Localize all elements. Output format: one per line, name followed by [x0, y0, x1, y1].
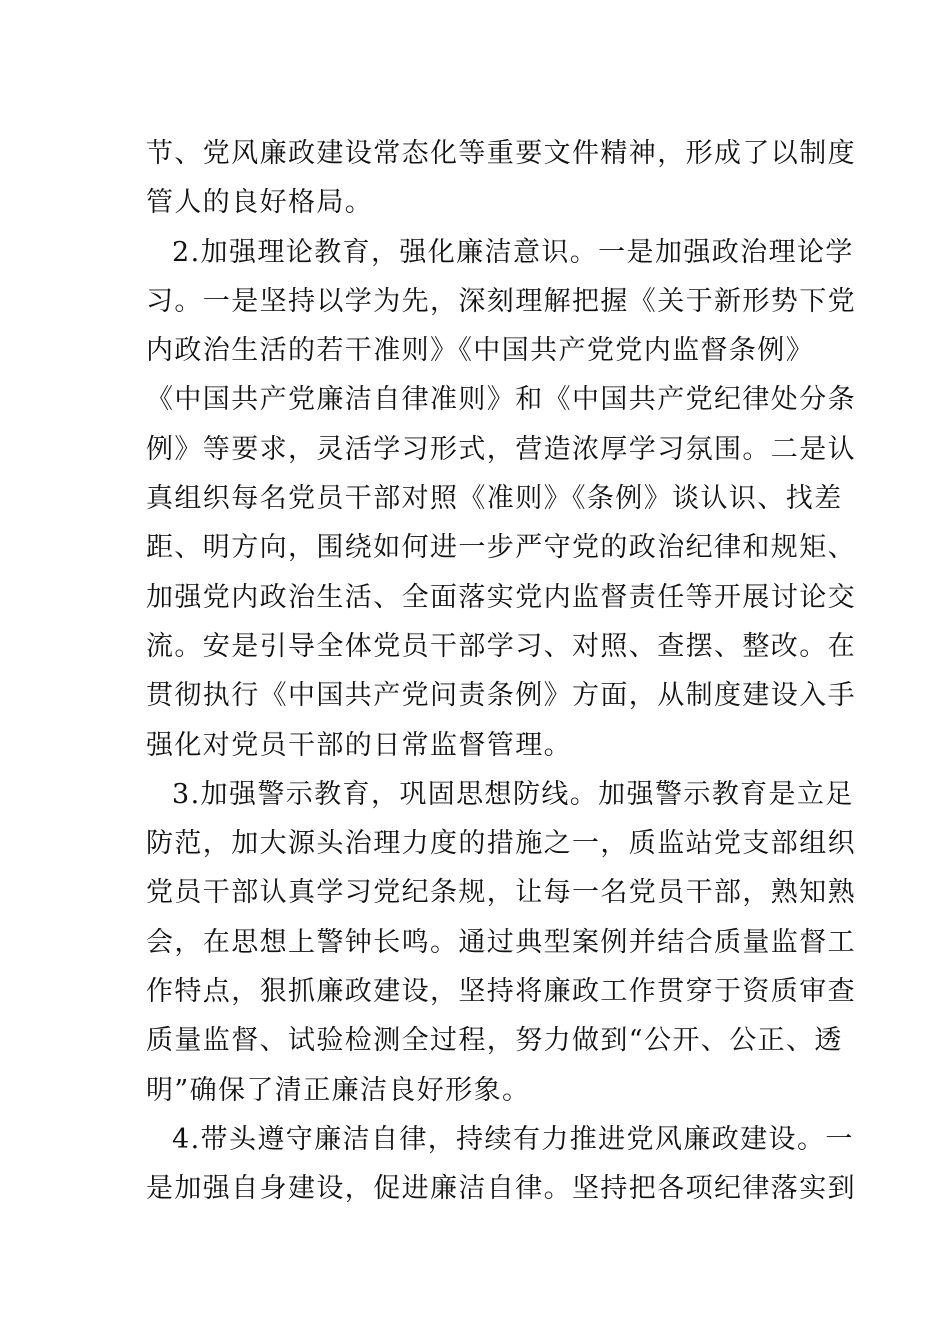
text-line: 质量监督、试验检测全过程，努力做到“公开、公正、透	[146, 1025, 843, 1057]
text-line: 4.带头遵守廉洁自律，持续有力推进党风廉政建设。一	[172, 1123, 854, 1155]
paragraph-4	[146, 1115, 856, 1214]
text-line: 管人的良好格局。	[146, 187, 374, 219]
text-line: 习。一是坚持以学为先，深刻理解把握《关于新形势下党	[146, 285, 856, 317]
text-line: 党员干部认真学习党纪条规，让每一名党员干部，熟知熟	[146, 877, 856, 909]
text-line: 距、明方向，围绕如何进一步严守党的政治纪律和规矩、	[146, 532, 856, 564]
text-line: 节、党风廉政建设常态化等重要文件精神，形成了以制度	[146, 138, 856, 169]
text-line: 真组织每名党员干部对照《准则》《条例》谈认识、找差	[146, 483, 843, 515]
text-line: 流。安是引导全体党员干部学习、对照、查摆、整改。在	[146, 630, 856, 662]
text-line: 《中国共产党廉洁自律准则》和《中国共产党纪律处分条	[146, 384, 856, 416]
paragraph-2	[146, 228, 856, 770]
text-line: 防范，加大源头治理力度的措施之一，质监站党支部组织	[146, 828, 856, 860]
text-line: 作特点，狠抓廉政建设，坚持将廉政工作贯穿于资质审查	[146, 976, 856, 1008]
text-line: 明”确保了清正廉洁良好形象。	[146, 1074, 531, 1106]
text-line: 2.加强理论教育，强化廉洁意识。一是加强政治理论学	[172, 236, 854, 268]
text-line: 会，在思想上警钟长鸣。通过典型案例并结合质量监督工	[146, 926, 856, 958]
document-body	[146, 129, 856, 1214]
text-line: 例》等要求，灵活学习形式，营造浓厚学习氛围。二是认	[146, 433, 856, 465]
paragraph-1	[146, 129, 856, 228]
text-line: 贯彻执行《中国共产党问责条例》方面，从制度建设入手	[146, 680, 856, 712]
text-line: 是加强自身建设，促进廉洁自律。坚持把各项纪律落实到	[146, 1173, 856, 1205]
text-line: 加强党内政治生活、全面落实党内监督责任等开展讨论交	[146, 581, 856, 613]
text-line: 3.加强警示教育，巩固思想防线。加强警示教育是立足	[172, 778, 854, 810]
text-line: 强化对党员干部的日常监督管理。	[146, 729, 572, 761]
paragraph-3	[146, 770, 856, 1115]
text-line: 内政治生活的若干准则》《中国共产党党内监督条例》	[146, 335, 815, 367]
